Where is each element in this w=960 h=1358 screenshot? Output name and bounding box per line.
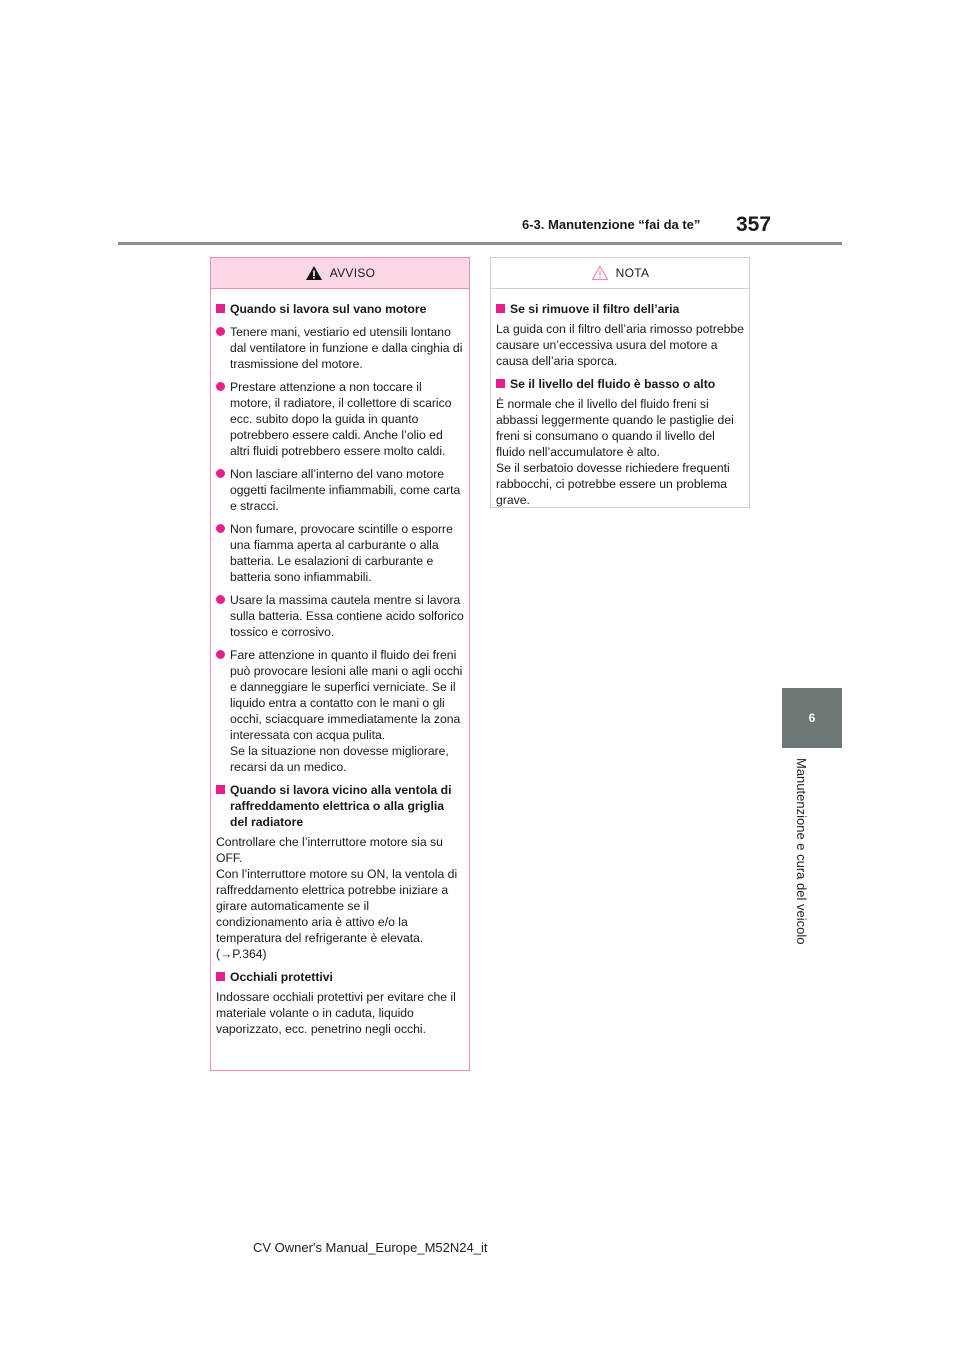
round-bullet-icon xyxy=(216,650,225,659)
note-body xyxy=(491,289,749,508)
paragraph: È normale che il livello del fluido freni si abbassi leggermente quando le pastiglie dei freni si consumano o quando il livello del fluido nell’accumulatore è alto. Se il serbatoio dovesse richiedere frequenti rabbocchi, ci potrebbe essere un problema grave. xyxy=(496,397,734,507)
warning-heading: Occhiali protettivi xyxy=(216,969,464,985)
bullet-item: Usare la massima cautela mentre si lavora sulla batteria. Essa contiene acido solforico tossico e corrosivo. xyxy=(216,592,464,640)
warning-title: AVVISO xyxy=(329,266,376,280)
note-header xyxy=(491,258,749,289)
round-bullet-icon xyxy=(216,524,225,533)
section-title: 6-3. Manutenzione “fai da te” xyxy=(522,217,701,232)
note-box xyxy=(490,257,750,508)
warning-heading: Quando si lavora sul vano motore xyxy=(216,301,464,317)
warning-heading: Quando si lavora vicino alla ventola di raffreddamento elettrica o alla griglia del radiatore xyxy=(216,782,464,830)
square-bullet-icon xyxy=(216,785,225,794)
note-heading: Se il livello del fluido è basso o alto xyxy=(496,376,744,392)
warning-header xyxy=(211,258,469,289)
caution-outline-icon xyxy=(591,265,609,281)
round-bullet-icon xyxy=(216,382,225,391)
round-bullet-icon xyxy=(216,327,225,336)
square-bullet-icon xyxy=(216,304,225,313)
round-bullet-icon xyxy=(216,595,225,604)
note-heading: Se si rimuove il filtro dell’aria xyxy=(496,301,744,317)
paragraph: Indossare occhiali protettivi per evitare che il materiale volante o in caduta, liquido vaporizzato, ecc. penetrino negli occhi. xyxy=(216,990,456,1036)
chapter-title: Manutenzione e cura del veicolo xyxy=(794,758,809,945)
bullet-item: Prestare attenzione a non toccare il motore, il radiatore, il collettore di scarico ecc. subito dopo la guida in quanto potrebbero essere caldi. Anche l’olio ed altri fluidi potrebbero essere molto caldi. xyxy=(216,379,464,459)
bullet-item: Tenere mani, vestiario ed utensili lontano dal ventilatore in funzione e dalla cinghia di trasmissione del motore. xyxy=(216,324,464,372)
round-bullet-icon xyxy=(216,469,225,478)
bullet-item: Fare attenzione in quanto il fluido dei freni può provocare lesioni alle mani o agli occhi e danneggiare le superfici verniciate. Se il liquido entra a contatto con le mani o gli occhi, sciacquare immediatamente la zona interessata con acqua pulita. Se la situazione non dovesse migliorare, recarsi da un medico. xyxy=(216,647,464,775)
warning-box xyxy=(210,257,470,1071)
footer-text: CV Owner's Manual_Europe_M52N24_it xyxy=(253,1240,488,1255)
square-bullet-icon xyxy=(496,304,505,313)
page-number: 357 xyxy=(736,213,772,236)
paragraph: La guida con il filtro dell’aria rimosso potrebbe causare un’eccessiva usura del motore a causa dell’aria sporca. xyxy=(496,322,744,368)
header-rule xyxy=(118,242,842,245)
square-bullet-icon xyxy=(216,972,225,981)
chapter-tab: 6 xyxy=(782,688,842,748)
square-bullet-icon xyxy=(496,379,505,388)
warning-triangle-icon xyxy=(305,265,323,281)
bullet-item: Non fumare, provocare scintille o esporre una fiamma aperta al carburante o alla batteria. Le esalazioni di carburante e batteria sono infiammabili. xyxy=(216,521,464,585)
bullet-item: Non lasciare all’interno del vano motore oggetti facilmente infiammabili, come carta e stracci. xyxy=(216,466,464,514)
paragraph: Controllare che l’interruttore motore sia su OFF. Con l’interruttore motore su ON, la ventola di raffreddamento elettrica potrebbe iniziare a girare automaticamente se il condizionamento aria è attivo e/o la temperatura del refrigerante è elevata. (→P.364) xyxy=(216,835,458,961)
warning-body xyxy=(211,289,469,1037)
note-title: NOTA xyxy=(615,266,650,280)
